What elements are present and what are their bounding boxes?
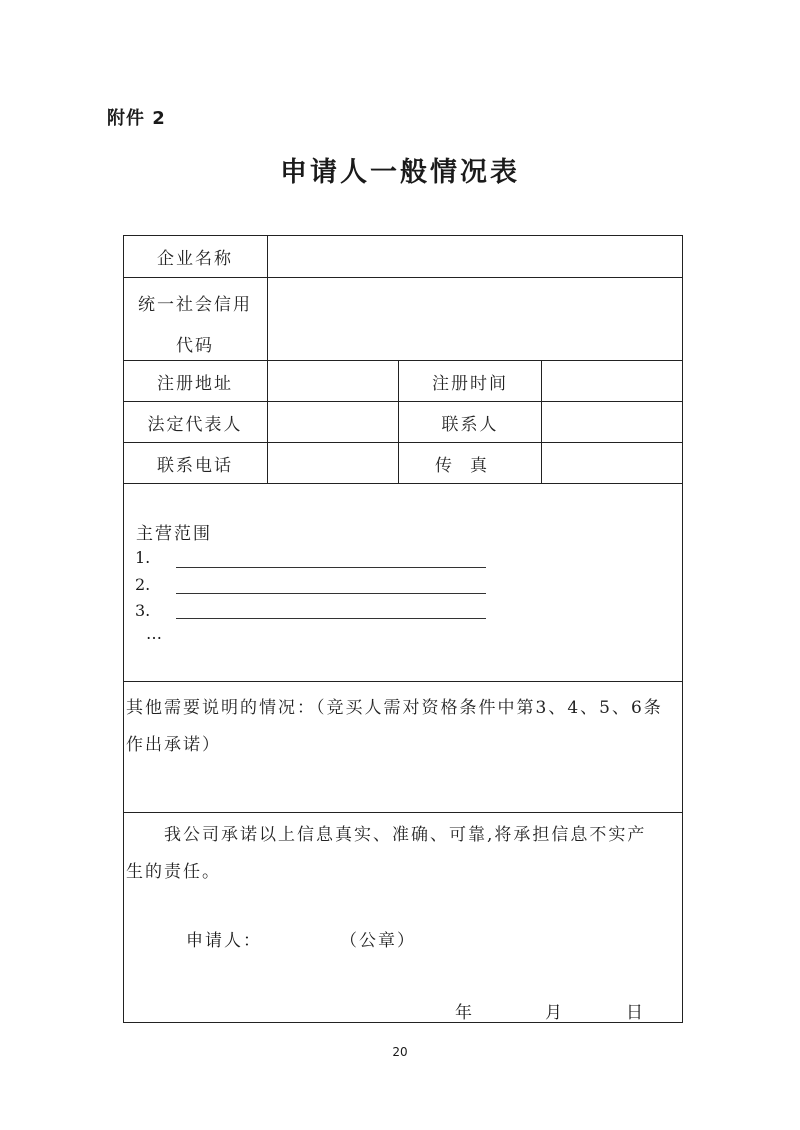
year-label: 年 bbox=[455, 1003, 474, 1023]
company-name-label: 企业名称 bbox=[157, 248, 233, 269]
scope-item-number: 2. bbox=[135, 575, 151, 594]
commitment-line1: 我公司承诺以上信息真实、准确、可靠,将承担信息不实产 bbox=[164, 825, 647, 845]
business-scope-title: 主营范围 bbox=[136, 524, 212, 544]
applicant-label: 申请人： bbox=[186, 931, 262, 951]
attachment-label: 附件 2 bbox=[107, 108, 166, 129]
scope-item-line[interactable] bbox=[176, 593, 486, 594]
row-divider bbox=[123, 812, 683, 813]
contact-person-label: 联系人 bbox=[441, 415, 499, 435]
seal-label: （公章） bbox=[340, 931, 416, 951]
phone-field[interactable] bbox=[268, 443, 398, 483]
credit-code-label-line1: 统一社会信用 bbox=[138, 294, 252, 315]
scope-ellipsis: … bbox=[146, 624, 163, 643]
reg-time-field[interactable] bbox=[542, 361, 682, 401]
page-number: 20 bbox=[392, 1045, 408, 1059]
scope-item-line[interactable] bbox=[176, 567, 486, 568]
commitment-line2: 生的责任。 bbox=[126, 862, 221, 882]
page-title: 申请人一般情况表 bbox=[280, 157, 520, 188]
month-label: 月 bbox=[545, 1003, 564, 1023]
other-notes-line1: 其他需要说明的情况：（竞买人需对资格条件中第3、4、5、6条 bbox=[126, 698, 663, 718]
credit-code-field[interactable] bbox=[268, 278, 682, 360]
reg-address-label: 注册地址 bbox=[157, 374, 233, 394]
scope-item-number: 1. bbox=[135, 548, 151, 567]
scope-item-line[interactable] bbox=[176, 618, 486, 619]
other-notes-line2: 作出承诺） bbox=[126, 735, 221, 755]
legal-rep-field[interactable] bbox=[268, 402, 398, 442]
fax-field[interactable] bbox=[542, 443, 682, 483]
reg-address-field[interactable] bbox=[268, 361, 398, 401]
reg-time-label: 注册时间 bbox=[432, 374, 508, 394]
fax-label: 传真 bbox=[435, 456, 505, 476]
scope-item-number: 3. bbox=[135, 601, 151, 620]
contact-person-field[interactable] bbox=[542, 402, 682, 442]
day-label: 日 bbox=[626, 1003, 645, 1023]
credit-code-label-line2: 代码 bbox=[176, 335, 214, 356]
phone-label: 联系电话 bbox=[157, 456, 233, 476]
company-name-field[interactable] bbox=[268, 236, 682, 277]
row-divider bbox=[123, 681, 683, 682]
legal-rep-label: 法定代表人 bbox=[147, 415, 243, 435]
